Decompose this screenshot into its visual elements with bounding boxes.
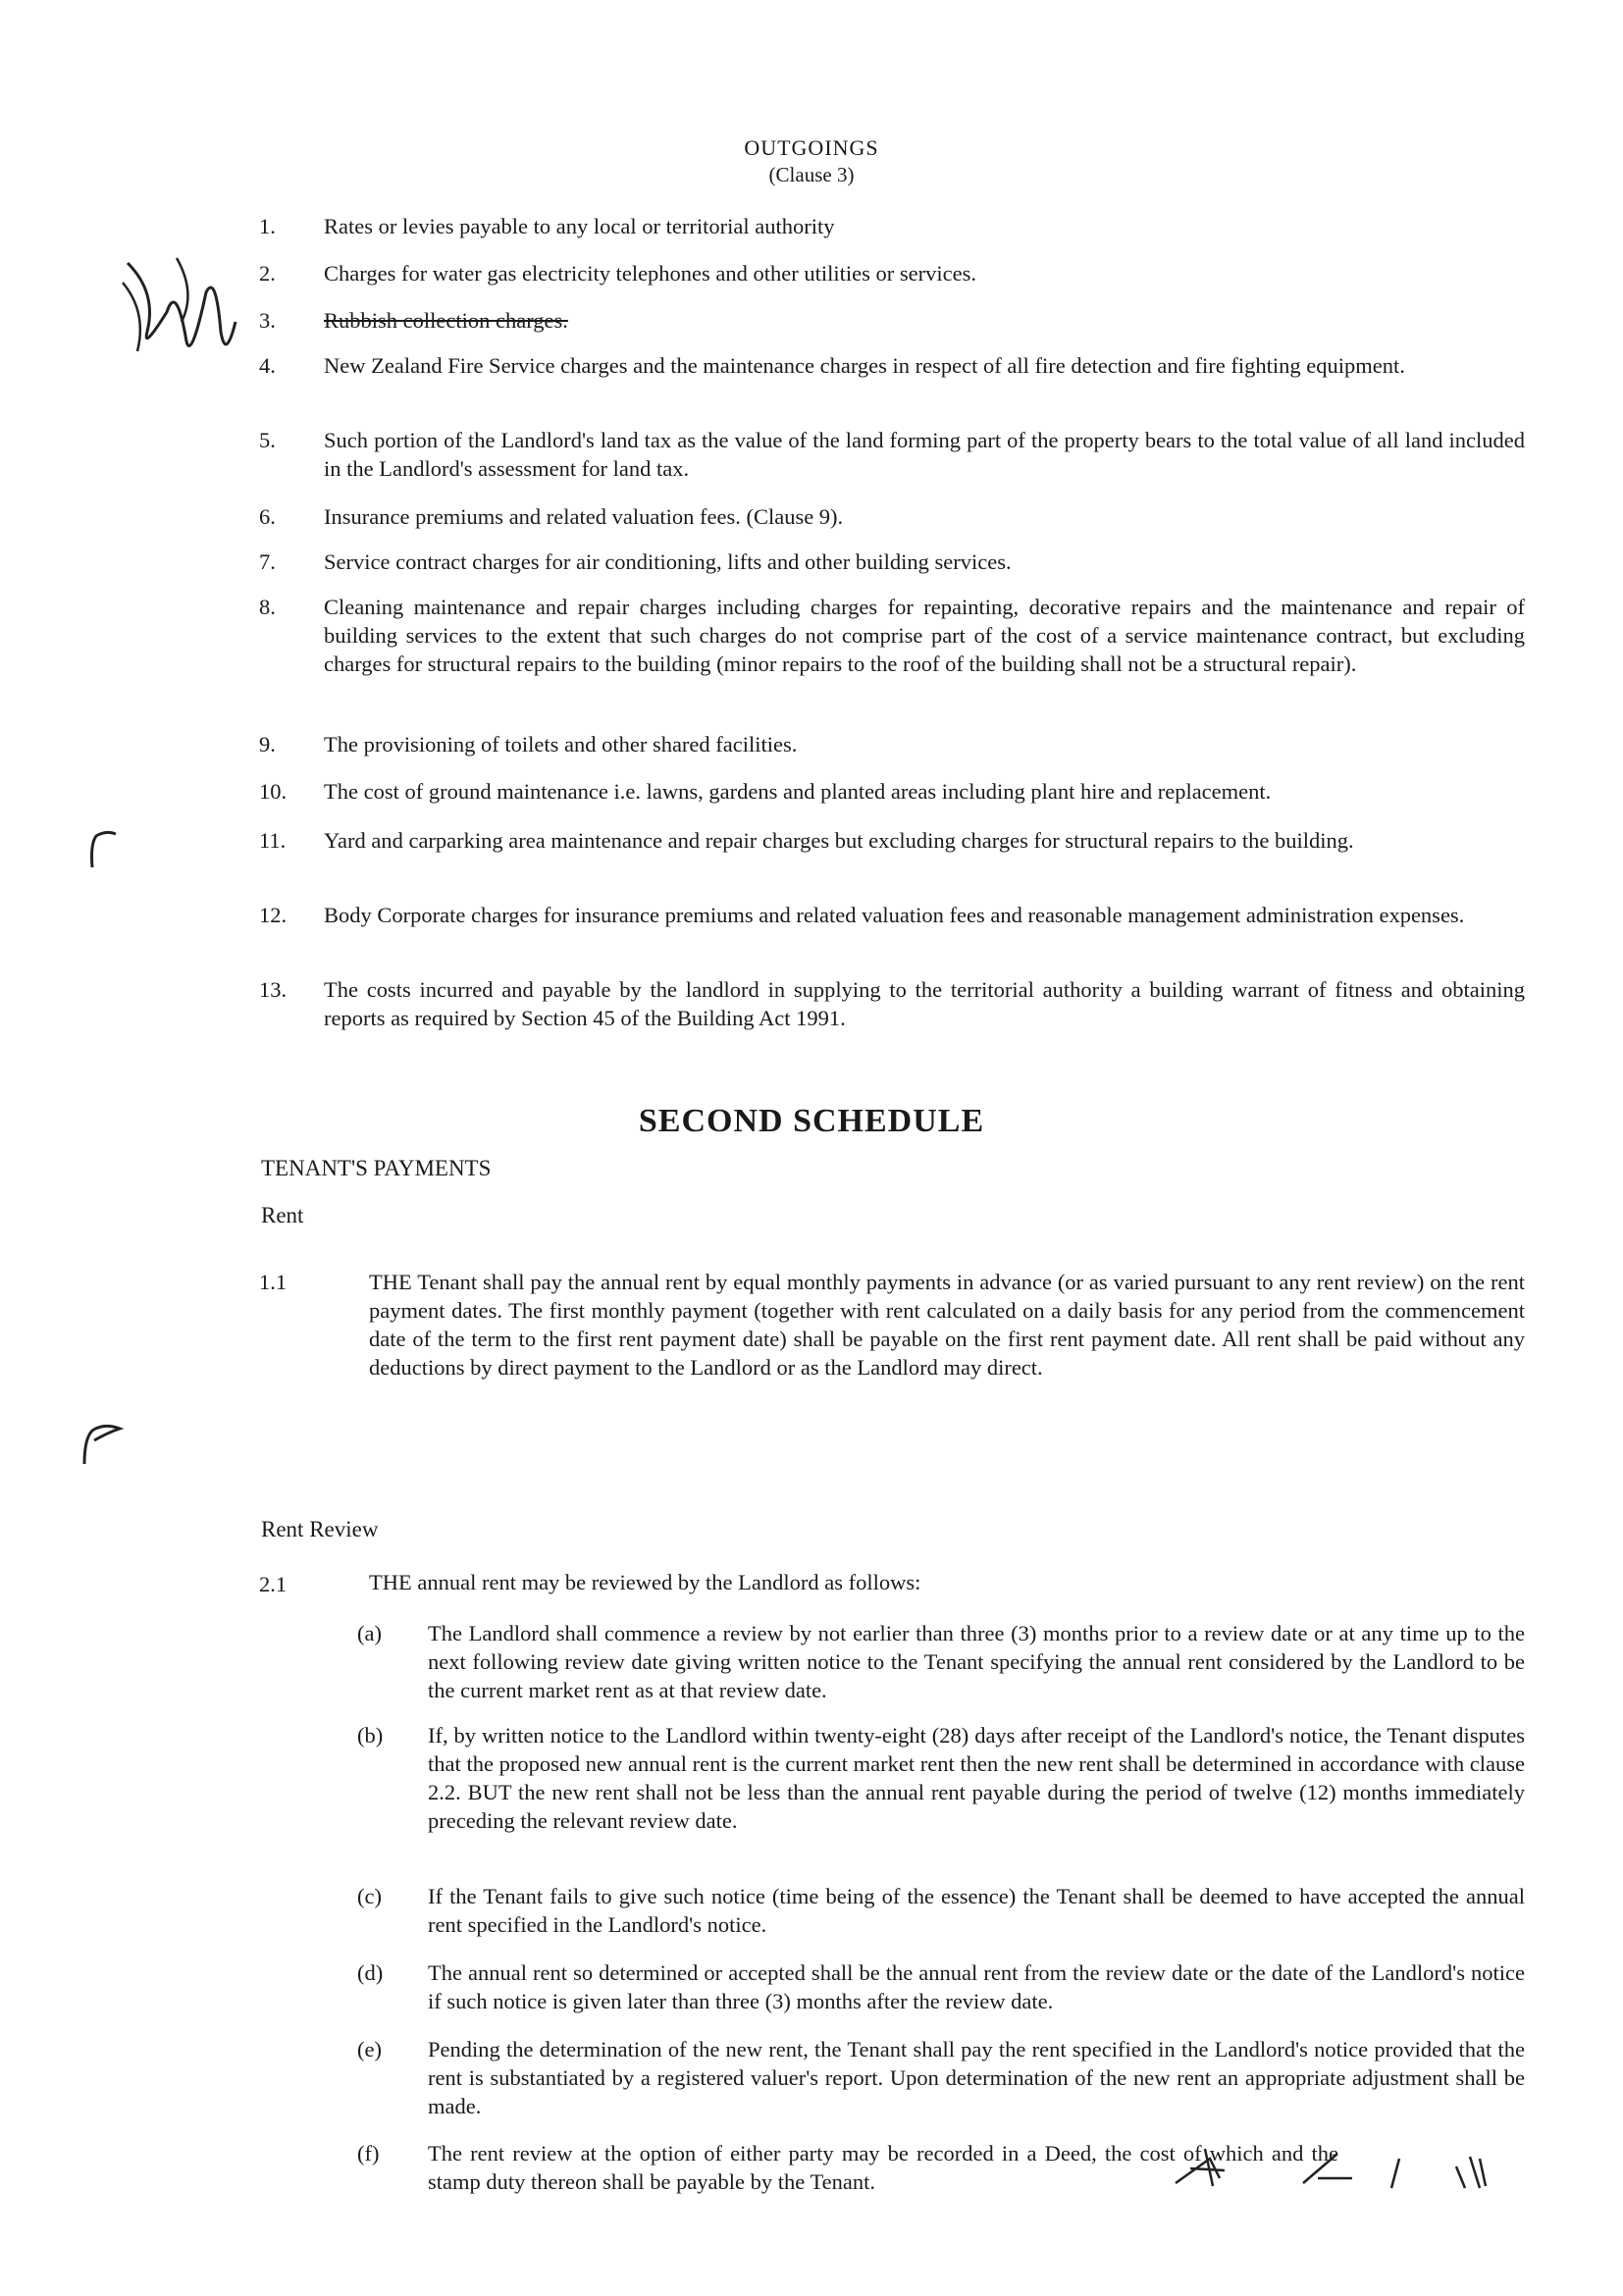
list-item [259, 426, 1525, 483]
item-text: Such portion of the Landlord's land tax as the value of the land forming part of the property bears to the total value of all land included in the Landlord's assessment for land tax. [324, 428, 1525, 481]
item-number: 7. [259, 549, 276, 574]
item-number: 11. [259, 828, 287, 853]
schedule-title: SECOND SCHEDULE [638, 1103, 985, 1139]
rent-review-intro: THE annual rent may be reviewed by the Landlord as follows: [369, 1570, 921, 1594]
sub-clause-number: (d) [357, 1960, 384, 1985]
list-item [259, 901, 1525, 929]
item-text: Cleaning maintenance and repair charges including charges for repainting, decorative repairs and the maintenance and repair of building services to the extent that such charges do not comprise part of the cost of a service maintenance contract, but excluding charges for structural repairs to the building (minor repairs to the roof of the building shall not be a structural repair). [324, 595, 1525, 676]
handwritten-mark-upper [86, 830, 126, 869]
item-text: Yard and carparking area maintenance and repair charges but excluding charges for structural repairs to the building. [324, 828, 1354, 853]
handwritten-mark-lower [79, 1423, 128, 1466]
rent-heading: Rent [261, 1203, 304, 1227]
clause-text: THE Tenant shall pay the annual rent by equal monthly payments in advance (or as varied pursuant to any rent review) on the rent payment dates. The first monthly payment (together with rent calculated on a daily basis for any period from the commencement date of the term to the first rent payment date) shall be payable on the first rent payment date. All rent shall be paid without any deductions by direct payment to the Landlord or as the Landlord may direct. [369, 1270, 1525, 1380]
list-item [259, 730, 1525, 758]
item-number: 13. [259, 977, 288, 1002]
sub-clause-number: (f) [357, 2141, 380, 2166]
item-number: 2. [259, 261, 276, 286]
handwritten-initials-left [118, 253, 245, 371]
sub-clause-number: (b) [357, 1723, 384, 1748]
list-item [259, 351, 1525, 380]
item-text: The costs incurred and payable by the landlord in supplying to the territorial authority a building warrant of fitness and obtaining reports as required by Section 45 of the Building Act 1991. [324, 977, 1525, 1030]
item-number: 9. [259, 732, 276, 757]
sub-clause-number: (a) [357, 1621, 382, 1645]
item-number: 4. [259, 353, 276, 378]
item-number: 5. [259, 428, 276, 452]
outgoings-clause-ref: (Clause 3) [768, 163, 855, 186]
rent-review-heading: Rent Review [261, 1517, 379, 1541]
sub-clause [357, 1958, 1525, 2015]
sub-clause-text: The Landlord shall commence a review by not earlier than three (3) months prior to a review date or at any time up to the next following review date giving written notice to the Tenant specifying the annual rent considered by the Landlord to be the current market rent as at that review date. [428, 1621, 1525, 1702]
item-number: 1. [259, 214, 276, 238]
section-label: TENANT'S PAYMENTS [261, 1156, 492, 1180]
item-number: 12. [259, 903, 288, 927]
list-item [259, 826, 1525, 855]
sub-clause [357, 2139, 1338, 2196]
item-text: Rates or levies payable to any local or territorial authority [324, 214, 835, 238]
list-item [259, 593, 1525, 678]
item-text: Body Corporate charges for insurance premiums and related valuation fees and reasonable management administration expenses. [324, 903, 1465, 927]
sub-clause-text: The annual rent so determined or accepted shall be the annual rent from the review date or the date of the Landlord's notice if such notice is given later than three (3) months after the review date. [428, 1960, 1525, 2013]
item-text: Rubbish collection charges. [324, 308, 568, 333]
list-item [259, 548, 1525, 576]
sub-clause-text: Pending the determination of the new rent, the Tenant shall pay the rent specified in the Landlord's notice provided that the rent is substantiated by a registered valuer's report. Upon determination of the new rent an appropriate adjustment shall be made. [428, 2037, 1525, 2118]
clause-number: 1.1 [259, 1270, 288, 1294]
sub-clause-number: (c) [357, 1884, 382, 1908]
item-number: 3. [259, 308, 276, 333]
item-text: New Zealand Fire Service charges and the maintenance charges in respect of all fire detection and fire fighting equipment. [324, 353, 1405, 378]
sub-clause-number: (e) [357, 2037, 382, 2061]
sub-clause [357, 1882, 1525, 1939]
sub-clause-text: If, by written notice to the Landlord within twenty-eight (28) days after receipt of the Landlord's notice, the Tenant disputes that the proposed new annual rent is the current market rent then the new rent shall be determined in accordance with clause 2.2. BUT the new rent shall not be less than the annual rent payable during the period of twelve (12) months immediately preceding the relevant review date. [428, 1723, 1525, 1833]
item-text: Service contract charges for air conditioning, lifts and other building services. [324, 549, 1012, 574]
list-item [259, 212, 1525, 240]
rent-clause [259, 1268, 1525, 1382]
item-text: The cost of ground maintenance i.e. lawns, gardens and planted areas including plant hire and replacement. [324, 779, 1272, 804]
list-item [259, 259, 1525, 287]
item-number: 6. [259, 504, 276, 529]
sub-clause-text: The rent review at the option of either party may be recorded in a Deed, the cost of which and the stamp duty thereon shall be payable by the Tenant. [428, 2141, 1338, 2194]
list-item [259, 975, 1525, 1032]
item-number: 10. [259, 779, 288, 804]
sub-clause-text: If the Tenant fails to give such notice (time being of the essence) the Tenant shall be deemed to have accepted the annual rent specified in the Landlord's notice. [428, 1884, 1525, 1937]
item-text: Insurance premiums and related valuation fees. (Clause 9). [324, 504, 844, 529]
outgoings-heading: OUTGOINGS [744, 135, 879, 160]
item-text: The provisioning of toilets and other shared facilities. [324, 732, 798, 757]
sub-clause [357, 1619, 1525, 1704]
struck-list-item [259, 306, 1525, 335]
list-item [259, 502, 1525, 531]
item-number: 8. [259, 595, 276, 619]
sub-clause [357, 2035, 1525, 2120]
sub-clause [357, 1721, 1525, 1835]
item-text: Charges for water gas electricity telephones and other utilities or services. [324, 261, 976, 286]
clause-number: 2.1 [259, 1572, 288, 1596]
list-item [259, 777, 1525, 806]
